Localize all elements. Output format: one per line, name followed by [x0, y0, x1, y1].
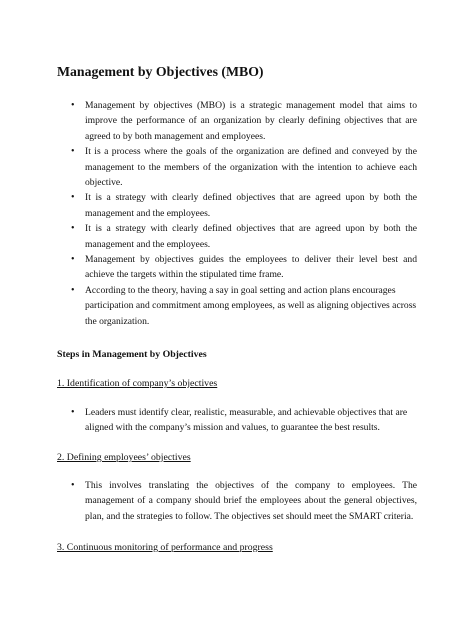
bullet-icon: • — [71, 254, 75, 266]
bullet-icon: • — [71, 223, 75, 235]
bullet-icon: • — [71, 407, 75, 418]
step-1-bullet-list — [0, 405, 417, 436]
document-title: Management by Objectives (MBO) — [57, 64, 264, 79]
list-item: • It is a process where the goals of the organization are defined and conveyed by the management to the members of the organization with the intention to achieve each objective. — [71, 146, 417, 189]
intro-bullet-list — [0, 98, 417, 329]
step-1-heading: 1. Identification of company’s objectives — [57, 378, 218, 389]
step-2-heading: 2. Defining employees’ objectives — [57, 452, 191, 463]
list-item: • It is a strategy with clearly defined objectives that are agreed upon by both the management and the employees. — [71, 192, 417, 219]
list-item: • According to the theory, having a say in goal setting and action plans encourages participation and commitment among employees, as well as aligning objectives across the organization. — [71, 284, 417, 327]
bullet-icon: • — [71, 284, 75, 296]
bullet-icon: • — [71, 192, 75, 204]
list-item: • Management by objectives (MBO) is a strategic management model that aims to improve the performance of an organization by clearly defining objectives that are agreed to by both management and employees. — [71, 100, 417, 142]
steps-heading: Steps in Management by Objectives — [57, 349, 207, 360]
step-3-heading: 3. Continuous monitoring of performance and progress — [57, 542, 273, 553]
bullet-icon: • — [71, 100, 75, 111]
bullet-icon: • — [71, 146, 75, 158]
bullet-icon: • — [71, 480, 75, 491]
list-item: • Management by objectives guides the employees to deliver their level best and achieve the targets within the stipulated time frame. — [71, 254, 417, 281]
step-2-bullet-list — [0, 478, 417, 524]
list-item: • Leaders must identify clear, realistic, measurable, and achievable objectives that are aligned with the company’s mission and values, to guarantee the best results. — [71, 407, 408, 434]
list-item: • It is a strategy with clearly defined objectives that are agreed upon by both the management and the employees. — [71, 223, 417, 250]
list-item: • This involves translating the objectives of the company to employees. The management of a company should brief the employees about the general objectives, plan, and the strategies to follow. The objectives set should meet the SMART criteria. — [71, 480, 417, 522]
